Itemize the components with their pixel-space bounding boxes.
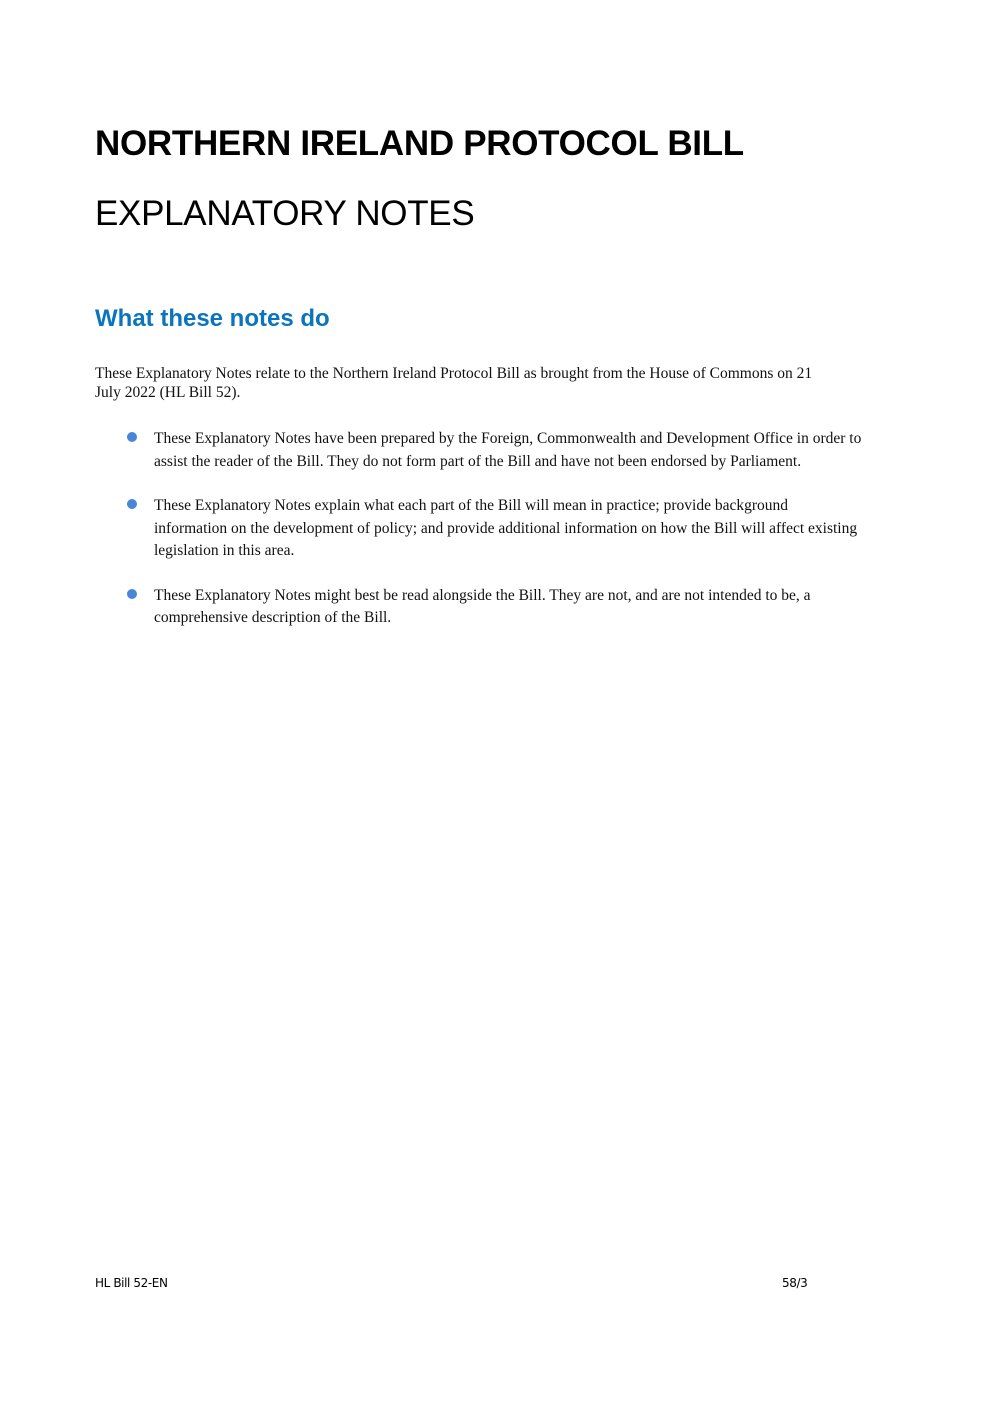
bullet-dot-icon (127, 432, 137, 442)
section-heading: What these notes do (95, 305, 330, 332)
bullet-text: These Explanatory Notes might best be read alongside the Bill. They are not, and are not intended to be, a comprehensive description of the Bill. (154, 586, 811, 626)
bullet-item (125, 428, 865, 473)
bullet-text: These Explanatory Notes have been prepared by the Foreign, Commonwealth and Development Office in order to assist the reader of the Bill. They do not form part of the Bill and have not been endorsed by Parliament. (154, 430, 862, 470)
intro-paragraph: These Explanatory Notes relate to the Northern Ireland Protocol Bill as brought from the House of Commons on 21 July 2022 (HL Bill 52). (95, 365, 813, 401)
footer-bill-reference: HL Bill 52-EN (95, 1276, 168, 1290)
bullet-item (125, 495, 865, 563)
bullet-list (125, 428, 865, 652)
bullet-dot-icon (127, 499, 137, 509)
bullet-dot-icon (127, 589, 137, 599)
bullet-text: These Explanatory Notes explain what each part of the Bill will mean in practice; provide background information on the development of policy; and provide additional information on how the Bill will affect existing legislation in this area. (154, 497, 858, 559)
bullet-item (125, 585, 865, 630)
document-title: NORTHERN IRELAND PROTOCOL BILL (95, 124, 744, 163)
document-subtitle: EXPLANATORY NOTES (95, 194, 475, 233)
footer-page-reference: 58/3 (782, 1276, 808, 1290)
